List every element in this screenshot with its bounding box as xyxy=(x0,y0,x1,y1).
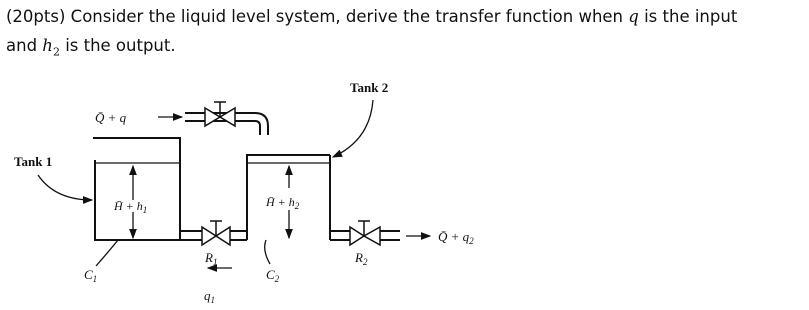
r1-valve xyxy=(202,221,230,245)
question-stem-end: is the output. xyxy=(65,36,176,55)
question-stem-and: and xyxy=(6,36,38,55)
inlet-valve xyxy=(205,102,235,126)
c2-leader xyxy=(265,240,270,264)
level1-label: H̄ + $h_1$ xyxy=(114,199,148,215)
tank1-wall xyxy=(93,138,180,240)
c1-leader xyxy=(96,240,118,266)
outflow-label: Q̄ + $q_2$ xyxy=(438,229,474,246)
tank2-leader xyxy=(333,100,373,157)
c1-label: $C_1$ xyxy=(84,267,98,284)
tank1-label: Tank 1 xyxy=(14,154,53,169)
tank1-leader xyxy=(38,175,92,200)
question-stem-part2: is the input xyxy=(644,7,738,26)
level2-label: H̄ + $h_2$ xyxy=(266,195,300,211)
question-points: (20pts) xyxy=(6,7,66,26)
tank2-label: Tank 2 xyxy=(350,80,389,95)
c2-label: $C_2$ xyxy=(266,267,280,284)
r2-label: $R_2$ xyxy=(355,250,368,267)
output-variable-h2: $h_2$ xyxy=(42,36,60,59)
inflow-label: Q̄ + q xyxy=(95,110,127,125)
q1-label: $q_1$ xyxy=(204,288,215,305)
r2-valve xyxy=(350,221,380,245)
r1-label: $R_1$ xyxy=(205,250,218,267)
input-variable-q: q xyxy=(628,7,639,26)
question-stem-part1: Consider the liquid level system, derive the transfer function when xyxy=(70,7,624,26)
